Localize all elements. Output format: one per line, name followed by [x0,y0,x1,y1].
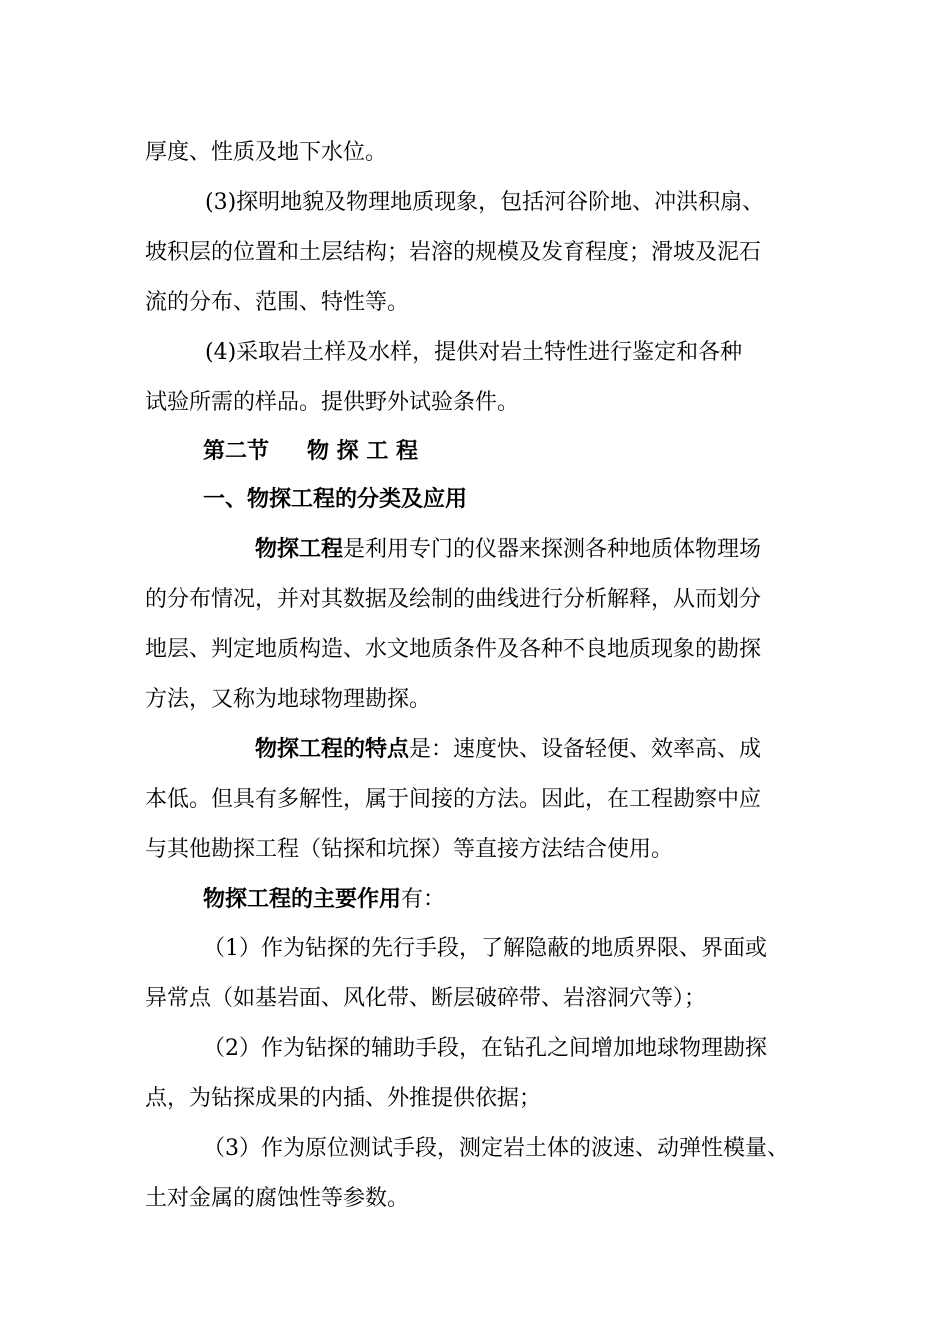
paragraph-line: 异常点（如基岩面、风化带、断层破碎带、岩溶洞穴等）； [145,986,707,1011]
paragraph-line: （2）作为钻探的辅助手段，在钻孔之间增加地球物理勘探 [203,1036,767,1061]
paragraph-line: 流的分布、范围、特性等。 [145,290,410,315]
section-title: 物 探 工 程 [307,439,418,464]
paragraph-line: （3）作为原位测试手段，测定岩土体的波速、动弹性模量、 [203,1136,789,1161]
paragraph-line: 土对金属的腐蚀性等参数。 [145,1186,410,1211]
paragraph-line: 试验所需的样品。提供野外试验条件。 [145,390,520,415]
paragraph-line: (4)采取岩土样及水样，提供对岩土特性进行鉴定和各种 [205,340,743,365]
paragraph-line: 的分布情况，并对其数据及绘制的曲线进行分析解释，从而划分 [145,587,762,612]
paragraph-line [255,535,761,565]
paragraph-line: 地层、判定地质构造、水文地质条件及各种不良地质现象的勘探 [145,637,762,662]
paragraph-line: 方法，又称为地球物理勘探。 [145,687,432,712]
paragraph-line: 厚度、性质及地下水位。 [145,140,388,165]
term-bold: 物探工程的主要作用 [203,887,402,912]
section-label: 第二节 [203,439,270,464]
paragraph-line: 点，为钻探成果的内插、外推提供依据； [145,1086,542,1111]
line-text: 是：速度快、设备轻便、效率高、成 [409,737,762,762]
paragraph-line: 与其他勘探工程（钻探和坑探）等直接方法结合使用。 [145,837,674,862]
section-heading [203,437,418,467]
paragraph-line: 本低。但具有多解性，属于间接的方法。因此，在工程勘察中应 [145,787,762,812]
paragraph-line: （1）作为钻探的先行手段，了解隐蔽的地质界限、界面或 [203,936,767,961]
paragraph-line: 坡积层的位置和土层结构；岩溶的规模及发育程度；滑坡及泥石 [145,240,762,265]
subsection-heading: 一、物探工程的分类及应用 [203,487,468,512]
paragraph-line: (3)探明地貌及物理地质现象，包括河谷阶地、冲洪积扇、 [205,190,765,215]
paragraph-line [203,885,445,915]
term-bold: 物探工程的特点 [255,737,410,762]
line-text: 是利用专门的仪器来探测各种地质体物理场 [343,537,762,562]
line-text: 有： [401,887,446,912]
paragraph-line [255,735,761,765]
term-bold: 物探工程 [255,537,344,562]
